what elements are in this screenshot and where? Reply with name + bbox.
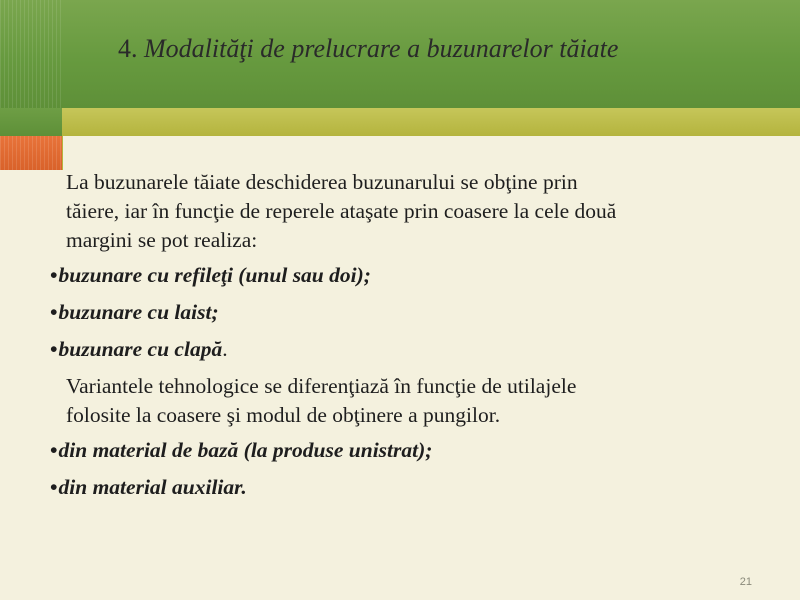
bullet-text: buzunare cu laist; bbox=[58, 300, 219, 324]
accent-divider bbox=[62, 136, 63, 170]
bullet-dot-icon: • bbox=[50, 300, 58, 324]
bullet-text: din material de bază (la produse unistrat); bbox=[58, 438, 433, 462]
slide-page-number: 21 bbox=[739, 576, 752, 588]
middle-line: Variantele tehnologice se diferenţiază în funcţie de utilajele bbox=[66, 374, 577, 398]
header-stripe-pattern bbox=[0, 0, 62, 108]
intro-line: La buzunarele tăiate deschiderea buzunarului se obţine prin bbox=[66, 170, 578, 194]
bullet-dot-icon: • bbox=[50, 337, 58, 361]
slide-title-number: 4. bbox=[118, 34, 138, 63]
slide-title bbox=[118, 34, 798, 64]
bullet-item bbox=[50, 298, 770, 327]
bullet-dot-icon: • bbox=[50, 438, 58, 462]
bullet-dot-icon: • bbox=[50, 263, 58, 287]
slide-body bbox=[50, 168, 770, 510]
slide-title-text: Modalităţi de prelucrare a buzunarelor tăiate bbox=[144, 34, 619, 63]
bullet-item bbox=[50, 335, 770, 364]
bullet-text: din material auxiliar. bbox=[58, 475, 247, 499]
bullet-item bbox=[50, 436, 770, 465]
bullet-item bbox=[50, 261, 770, 290]
bullet-tail: . bbox=[222, 337, 228, 361]
intro-line: margini se pot realiza: bbox=[66, 228, 258, 252]
middle-line: folosite la coasere şi modul de obţinere a pungilor. bbox=[66, 403, 501, 427]
corner-green-block bbox=[0, 108, 62, 136]
accent-gold-bar bbox=[62, 108, 800, 136]
bullet-dot-icon: • bbox=[50, 475, 58, 499]
bullet-text: buzunare cu clapă bbox=[58, 337, 223, 361]
intro-paragraph bbox=[66, 168, 770, 255]
middle-paragraph bbox=[66, 372, 770, 430]
bullet-item bbox=[50, 473, 770, 502]
intro-line: tăiere, iar în funcţie de reperele ataşate prin coasere la cele două bbox=[66, 199, 617, 223]
orange-stripe-pattern bbox=[0, 136, 62, 170]
bullet-text: buzunare cu refileţi (unul sau doi); bbox=[58, 263, 371, 287]
